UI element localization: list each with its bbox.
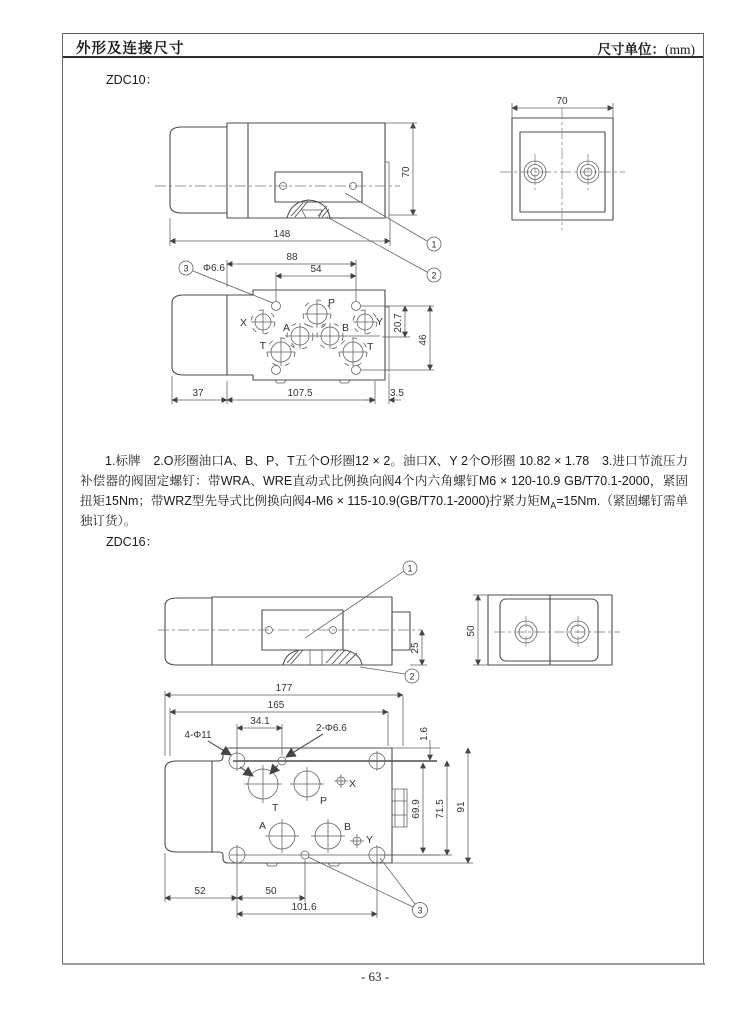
zdc16-dim-177: 177 bbox=[275, 683, 293, 694]
zdc16-port-X bbox=[334, 774, 356, 790]
zdc10-dim-46: 46 bbox=[418, 334, 429, 346]
zdc10-port-T1 bbox=[260, 338, 295, 366]
zdc16-hole-small-label: 2-Φ6.6 bbox=[316, 723, 347, 734]
notes-subscript: A bbox=[550, 500, 557, 510]
zdc10-port-label-Y: Y bbox=[376, 316, 384, 328]
zdc16-port-A bbox=[259, 819, 299, 853]
unit-label bbox=[420, 38, 695, 58]
zdc10-dim-35: 3.5 bbox=[390, 388, 404, 399]
zdc10-callout-1: 1 bbox=[431, 239, 437, 250]
frame-right-line bbox=[703, 33, 704, 965]
notes-text-1: 1.标牌 2.O形圈油口A、B、P、T五个O形圈12 × 2。油口X、Y 2个O形圈 10.82 × 1.78 3.进口节流压力补偿器的阀固定螺钉：带WRA、WRE直动式比例换向阀4个内六角螺钉M6 × 120-10.9 GB/T70.1-2000，紧固扭矩15Nm；带WRZ型先导式比例换向阀4-M6 × 115-10.9(GB/T70.1-2000)拧紧力矩M bbox=[80, 454, 688, 508]
zdc16-port-label-X: X bbox=[349, 778, 357, 790]
notes-paragraph bbox=[80, 452, 688, 532]
frame-top-line bbox=[62, 33, 704, 34]
zdc10-nameplate bbox=[275, 172, 362, 202]
zdc16-port-label-T: T bbox=[272, 802, 279, 814]
zdc10-drawing bbox=[70, 90, 630, 425]
zdc16-port-B bbox=[311, 819, 351, 853]
zdc10-dim-height: 70 bbox=[401, 166, 412, 178]
zdc16-seal-hatch bbox=[283, 650, 362, 665]
zdc16-dim-52: 52 bbox=[194, 886, 206, 897]
zdc16-callout-3: 3 bbox=[417, 905, 423, 916]
zdc10-end-view bbox=[500, 96, 625, 230]
zdc10-dim-length: 148 bbox=[273, 229, 291, 240]
zdc10-section-label: ZDC10： bbox=[106, 73, 159, 87]
zdc16-dim-50-end: 50 bbox=[466, 625, 477, 637]
zdc10-seal-hatch bbox=[287, 200, 330, 218]
zdc16-port-label-Y: Y bbox=[366, 834, 374, 846]
zdc16-dim-341: 34.1 bbox=[250, 716, 270, 727]
zdc16-hole-big-label: 4-Φ11 bbox=[184, 730, 212, 741]
zdc10-dim-1075: 107.5 bbox=[287, 388, 313, 399]
zdc16-port-label-P: P bbox=[320, 795, 328, 807]
zdc16-dim-699: 69.9 bbox=[411, 799, 422, 819]
unit-value: (mm) bbox=[665, 42, 695, 57]
zdc10-port-label-T1: T bbox=[259, 340, 266, 352]
page-number: - 63 - bbox=[360, 969, 390, 984]
zdc16-callout-1: 1 bbox=[407, 563, 413, 574]
frame-bottom-line bbox=[62, 963, 705, 965]
zdc10-port-Y bbox=[353, 310, 383, 334]
zdc10-port-X bbox=[240, 310, 275, 334]
zdc16-port-label-A: A bbox=[258, 820, 266, 832]
zdc16-dim-715: 71.5 bbox=[435, 799, 446, 819]
zdc10-port-T2 bbox=[339, 338, 374, 366]
zdc16-dim-165: 165 bbox=[267, 700, 285, 711]
zdc10-ports-view bbox=[172, 252, 437, 404]
zdc10-port-B bbox=[317, 322, 349, 349]
zdc16-port-P bbox=[290, 767, 327, 807]
page-title: 外形及连接尺寸 bbox=[76, 41, 185, 57]
frame-left-line bbox=[62, 33, 63, 965]
zdc10-dim-37: 37 bbox=[192, 388, 204, 399]
unit-prefix: 尺寸单位： bbox=[597, 42, 665, 57]
zdc10-dim-54: 54 bbox=[310, 264, 322, 275]
zdc10-callout-2: 2 bbox=[431, 270, 437, 281]
zdc16-hex-fitting bbox=[392, 789, 407, 827]
notes-text-2: =15Nm.（紧固螺钉需单独订货）。 bbox=[80, 493, 688, 529]
zdc10-port-label-P: P bbox=[328, 297, 336, 309]
zdc10-port-label-B: B bbox=[342, 322, 350, 334]
zdc16-dim-25: 25 bbox=[410, 642, 421, 654]
zdc10-port-label-T2: T bbox=[367, 341, 374, 353]
zdc16-dim-1016: 101.6 bbox=[291, 902, 317, 913]
zdc10-dim-width: 70 bbox=[556, 96, 568, 107]
zdc10-dim-88: 88 bbox=[286, 252, 298, 263]
zdc10-port-label-X: X bbox=[239, 317, 247, 329]
zdc10-dim-207: 20.7 bbox=[393, 313, 404, 333]
zdc16-dim-50: 50 bbox=[265, 886, 277, 897]
zdc16-side-view bbox=[158, 561, 427, 683]
zdc16-port-Y bbox=[350, 834, 373, 848]
zdc16-callout-2: 2 bbox=[409, 671, 415, 682]
zdc16-dim-16: 1.6 bbox=[419, 727, 430, 741]
zdc10-hole-label: Φ6.6 bbox=[203, 263, 225, 274]
zdc10-callout-3: 3 bbox=[183, 263, 189, 274]
zdc10-port-A bbox=[283, 322, 313, 349]
zdc16-ports-view bbox=[165, 683, 473, 918]
zdc10-port-label-A: A bbox=[282, 322, 290, 334]
zdc16-drawing bbox=[70, 550, 630, 945]
zdc16-port-T bbox=[244, 765, 282, 814]
zdc16-end-view bbox=[466, 595, 620, 665]
zdc16-section-label: ZDC16： bbox=[106, 535, 159, 549]
zdc16-port-label-B: B bbox=[344, 821, 352, 833]
zdc16-dim-91: 91 bbox=[456, 801, 467, 813]
zdc10-side-view bbox=[155, 123, 441, 282]
